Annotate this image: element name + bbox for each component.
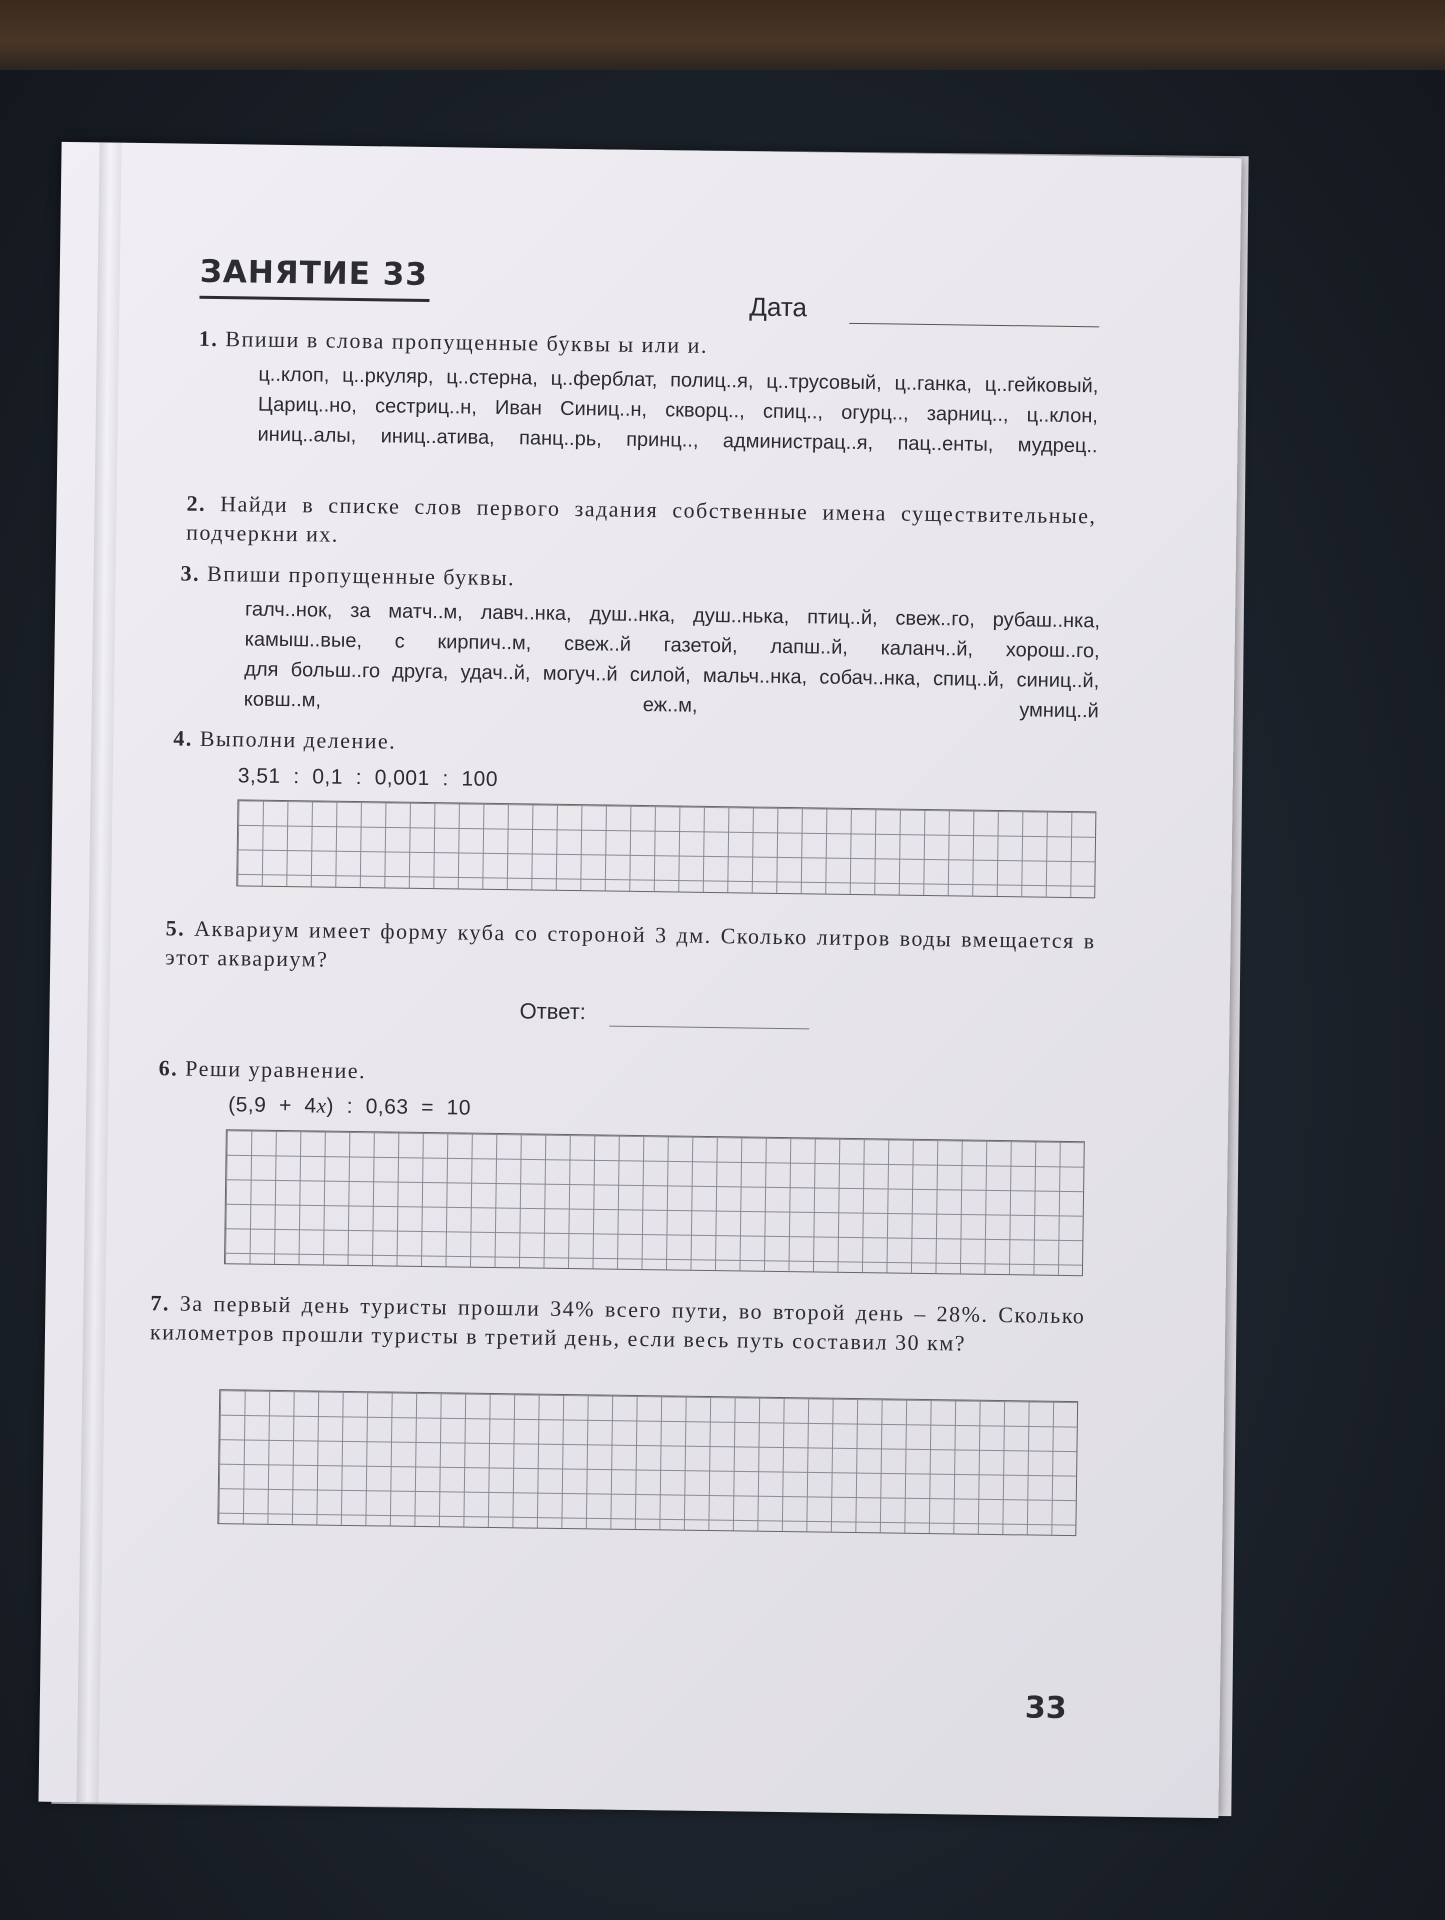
word-item: ц..ркуляр, [342,364,434,389]
word-item: огурц.., [841,401,909,425]
word-item: администрац..я, [722,430,874,455]
word-item: удач..й, [460,661,531,685]
word-item: ц..стерна, [446,366,539,390]
page-number: 33 [1024,1690,1067,1727]
page-fold [76,142,121,1802]
task-2-text: Найди в списке слов первого задания собственные имена существительные, подчеркни их. [186,491,1097,547]
word-item: Иван Синиц..н, [494,396,648,422]
equation-variable: x [316,1093,327,1118]
word-item: Цариц..но, [257,393,358,417]
task-1-number: 1. [198,325,219,352]
word-item: синиц..й, [1016,669,1100,693]
word-item: птиц..й, [807,606,878,630]
task-2-prompt [186,489,1097,560]
equation-right: ) : 0,63 = 10 [326,1094,472,1120]
word-item: ковш..м, [243,688,322,712]
task-1-word-list [257,360,1098,462]
word-item: полиц..я, [670,369,754,393]
word-item: рубаш..нка, [992,608,1101,633]
task-7-answer-grid[interactable] [217,1389,1078,1536]
task-5-answer-field[interactable] [609,1026,809,1030]
task-7-number: 7. [150,1290,171,1316]
word-item: лавч..нка, [480,601,572,626]
task-1-prompt [199,324,1099,366]
word-item: свеж..го, [895,607,975,631]
word-item: для больш..го друга, [244,658,449,684]
task-6-answer-grid[interactable] [224,1129,1085,1276]
word-item: скворц.., [665,399,745,423]
word-item: спиц.., [762,400,824,424]
word-item: зарниц.., [926,402,1009,427]
word-item: лапш..й, [770,635,849,659]
word-item: сестриц..н, [374,395,477,419]
word-item: панц..рь, [518,427,602,451]
task-5-prompt [165,913,1096,984]
word-item: умниц..й [1019,699,1099,723]
date-label: Дата [749,291,808,323]
word-item: галч..нок, [244,598,333,622]
word-item: камыш..вые, [244,628,363,653]
word-item: свеж..й газетой, [563,632,738,658]
task-6-prompt [159,1053,1059,1095]
word-item: могуч..й силой, [542,662,691,687]
word-item: за матч..м, [350,599,463,624]
task-5-number: 5. [165,915,186,941]
equation-left: (5,9 + 4 [228,1093,317,1118]
word-item: с кирпич..м, [394,630,532,655]
task-6-text: Реши уравнение. [185,1055,367,1084]
word-item: мальч..нка, [702,664,808,689]
word-item: душ..нка, [589,603,676,627]
word-item: принц.., [626,428,699,452]
word-item: еж..м, [642,694,698,717]
task-3-text: Впиши пропущенные буквы. [206,560,516,591]
task-4-prompt [173,723,1073,765]
word-item: мудрец.. [1017,434,1098,458]
word-item: ц..клон, [1026,404,1099,428]
task-3-number: 3. [180,560,201,586]
lesson-title: ЗАНЯТИЕ 33 [199,253,429,293]
task-5-text: Аквариум имеет форму куба со стороной 3 дм. Сколько литров воды вмещается в этот аквариум? [165,915,1096,972]
word-item: ц..ферблат, [550,367,658,392]
task-7-prompt [150,1288,1086,1359]
task-4-text: Выполни деление. [199,725,397,754]
word-item: хорош..го, [1005,639,1100,663]
word-item: спиц..й, [932,668,1005,692]
word-item: иниц..атива, [380,425,495,449]
word-item: ц..ганка, [894,372,973,396]
title-underline [199,296,429,302]
date-field[interactable] [849,323,1099,327]
word-item: собач..нка, [819,666,921,690]
task-2-number: 2. [186,490,207,516]
task-3-prompt [180,559,1080,601]
word-item: ц..трусовый, [766,370,882,395]
task-6-equation [228,1092,471,1120]
background-table-edge [0,0,1445,70]
task-4-expression: 3,51 : 0,1 : 0,001 : 100 [237,764,499,791]
word-item: ц..клоп, [258,363,330,387]
word-item: каланч..й, [880,637,974,661]
task-3-word-list [244,594,1101,726]
task-5-answer-label: Ответ: [519,998,587,1025]
word-item: пац..енты, [897,432,994,456]
task-7-text: За первый день туристы прошли 34% всего пути, во второй день – 28%. Сколько километров прошли туристы в третий день, если весь путь составил 30 км? [149,1290,1086,1356]
task-4-answer-grid[interactable] [236,799,1096,898]
worksheet-page [38,142,1241,1818]
task-6-number: 6. [158,1055,179,1081]
task-4-number: 4. [173,725,194,751]
task-1-text: Впиши в слова пропущенные буквы ы или и. [225,326,709,358]
word-item: душ..нька, [692,604,790,629]
word-item: ц..гейковый, [984,373,1099,398]
word-item: иниц..алы, [257,423,357,447]
